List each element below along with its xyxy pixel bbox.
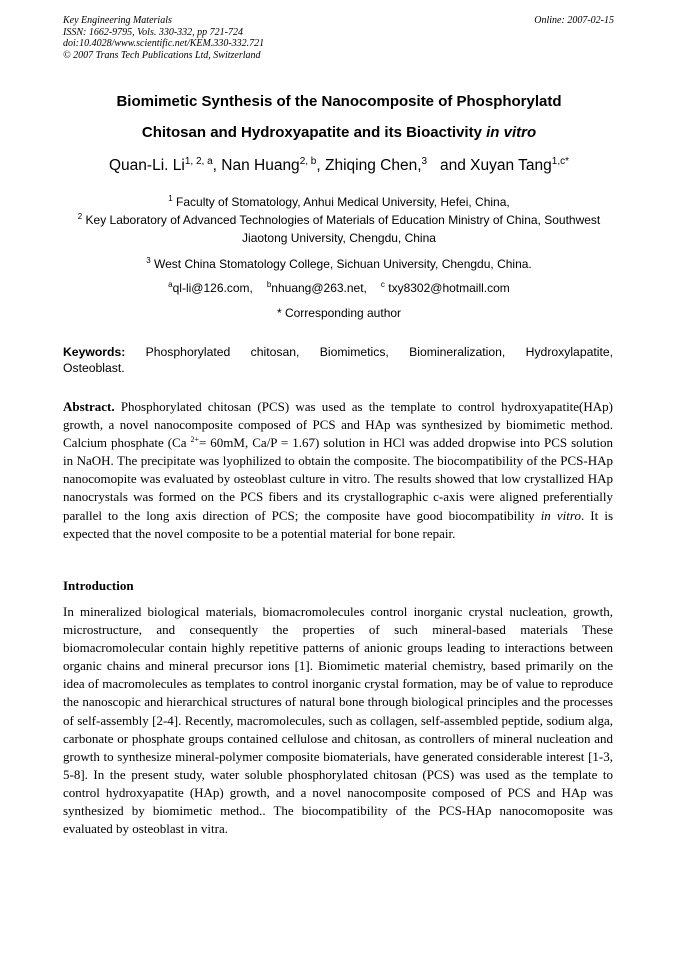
author-name: Quan-Li. Li [109, 157, 185, 174]
email-sup: a [168, 280, 173, 289]
introduction-paragraph: In mineralized biological materials, biomacromolecules control inorganic crystal nucleation, growth, microstructure, and consequently the properties of such mineral-based materials These biomacromolecular contain highly repetitive patterns of anionic groups leading to interactions between organic chains and mineral precursor ions [1]. Biomimetic material chemistry, based primarily on the idea of macromolecules as templates to control inorganic crystal formation, may be of value to reproduce the nanoscopic and hierarchical structures of natural bone through biological principles and the processes of self-assembly [2-4]. Recently, macromolecules, such as collagen, self-assembled peptide, sodium alga, carbonate or phosphate groups contained cellulose and chitosan, as controllers of mineral nucleation and growth to synthesize mineral-polymer composite biomaterials, have generated considerable interest [1-3, 5-8]. In the present study, water soluble phosphorylated chitosan (PCS) was used as the template to control hydroxyapatite (HAp) growth, and a novel nanocomposite composed of PCS and HAp was synthesized by biomimetic method.. The biocompatibility of the PCS-HAp nanocomoposite was evaluated by osteoblast in vitra. [63, 604, 613, 837]
email-link[interactable]: nhuang@263.net, [271, 281, 367, 295]
doi-line: doi:10.4028/www.scientific.net/KEM.330-332.721 [63, 38, 265, 49]
issn-line: ISSN: 1662-9795, Vols. 330-332, pp 721-724 [63, 26, 243, 38]
affiliation-text: West China Stomatology College, Sichuan University, Chengdu, China. [150, 257, 532, 271]
title-line-2-italic: in vitro [486, 124, 537, 141]
abstract-superscript: 2+ [190, 435, 199, 445]
keyword: Biomineralization, [409, 345, 506, 359]
journal-header [63, 15, 614, 61]
affiliation-text: Faculty of Stomatology, Anhui Medical University, Hefei, China, [172, 195, 510, 209]
affiliation-2 [0, 213, 678, 227]
author-name: Xuyan Tang [470, 157, 552, 174]
keyword: chitosan, [250, 345, 300, 359]
email-link[interactable]: ql-li@126.com, [172, 281, 253, 295]
affiliation-1 [0, 195, 678, 209]
online-date: Online: 2007-02-15 [534, 15, 614, 26]
abstract-paragraph [63, 398, 613, 543]
keywords-line [63, 343, 613, 361]
title-line-2-main: Chitosan and Hydroxyapatite and its Bioactivity [141, 124, 487, 141]
keyword: Biomimetics, [319, 345, 389, 359]
abstract-label: Abstract. [63, 399, 115, 414]
keyword: Phosphorylated [145, 345, 231, 359]
author-sup: 1, 2, a [184, 156, 213, 167]
affiliation-sup: 2 [77, 212, 83, 221]
keywords-label: Keywords: [63, 345, 126, 359]
author-separator: and [427, 157, 471, 174]
affiliation-3 [0, 257, 678, 271]
title-line-1: Biomimetic Synthesis of the Nanocomposite of Phosphorylatd [116, 93, 562, 110]
author-separator: , [316, 157, 325, 174]
author-separator: , [212, 157, 222, 174]
affiliation-sup: 3 [146, 256, 151, 265]
journal-name: Key Engineering Materials [63, 15, 172, 26]
author-sup: 1,c* [551, 156, 569, 167]
email-line [0, 281, 678, 295]
abstract-text: . It is expected that the novel composite to be a potential material for bone repair. [63, 507, 613, 541]
author-list [0, 157, 678, 175]
author-name: Nan Huang [221, 157, 300, 174]
author-sup: 2, b [299, 156, 317, 167]
corresponding-author-note: * Corresponding author [276, 306, 402, 320]
email-sup: c [380, 280, 385, 289]
affiliation-2-cont: Jiaotong University, Chengdu, China [242, 231, 436, 245]
section-heading-introduction: Introduction [63, 578, 134, 593]
keyword: Hydroxylapatite, [525, 345, 614, 359]
abstract-text: = 60mM, Ca/P = 1.67) solution in HCl was added dropwise into PCS solution in NaOH. The precipitate was lyophilized to obtain the composite. The biocompatibility of the PCS-HAp nanocomopite was evaluated by osteoblast culture in vitro. The results showed that low crystallized HAp nanocrystals was formed on the PCS fibers and its crystallographic c-axis were aligned preferentially parallel to the long axis direction of PCS; the composite have good biocompatibility [63, 435, 613, 523]
author-sup: 3 [421, 156, 428, 167]
title-line-2 [0, 124, 678, 141]
abstract-italic: in vitro [540, 507, 581, 523]
email-sup: b [266, 280, 272, 289]
affiliation-text: Key Laboratory of Advanced Technologies of Materials of Education Ministry of China, Southwest [82, 213, 601, 227]
abstract-text: Phosphorylated chitosan (PCS) was used as the template to control hydroxyapatite(HAp) growth, a novel nanocomposite composed of PCS and HAp was synthesized by biomimetic method. Calcium phosphate (Ca [63, 399, 613, 451]
affiliation-sup: 1 [168, 194, 173, 203]
keyword-last: Osteoblast. [63, 361, 125, 375]
copyright-line: © 2007 Trans Tech Publications Ltd, Switzerland [63, 49, 261, 61]
author-name: Zhiqing Chen, [325, 157, 422, 174]
email-link[interactable]: txy8302@hotmaill.com [384, 281, 510, 295]
